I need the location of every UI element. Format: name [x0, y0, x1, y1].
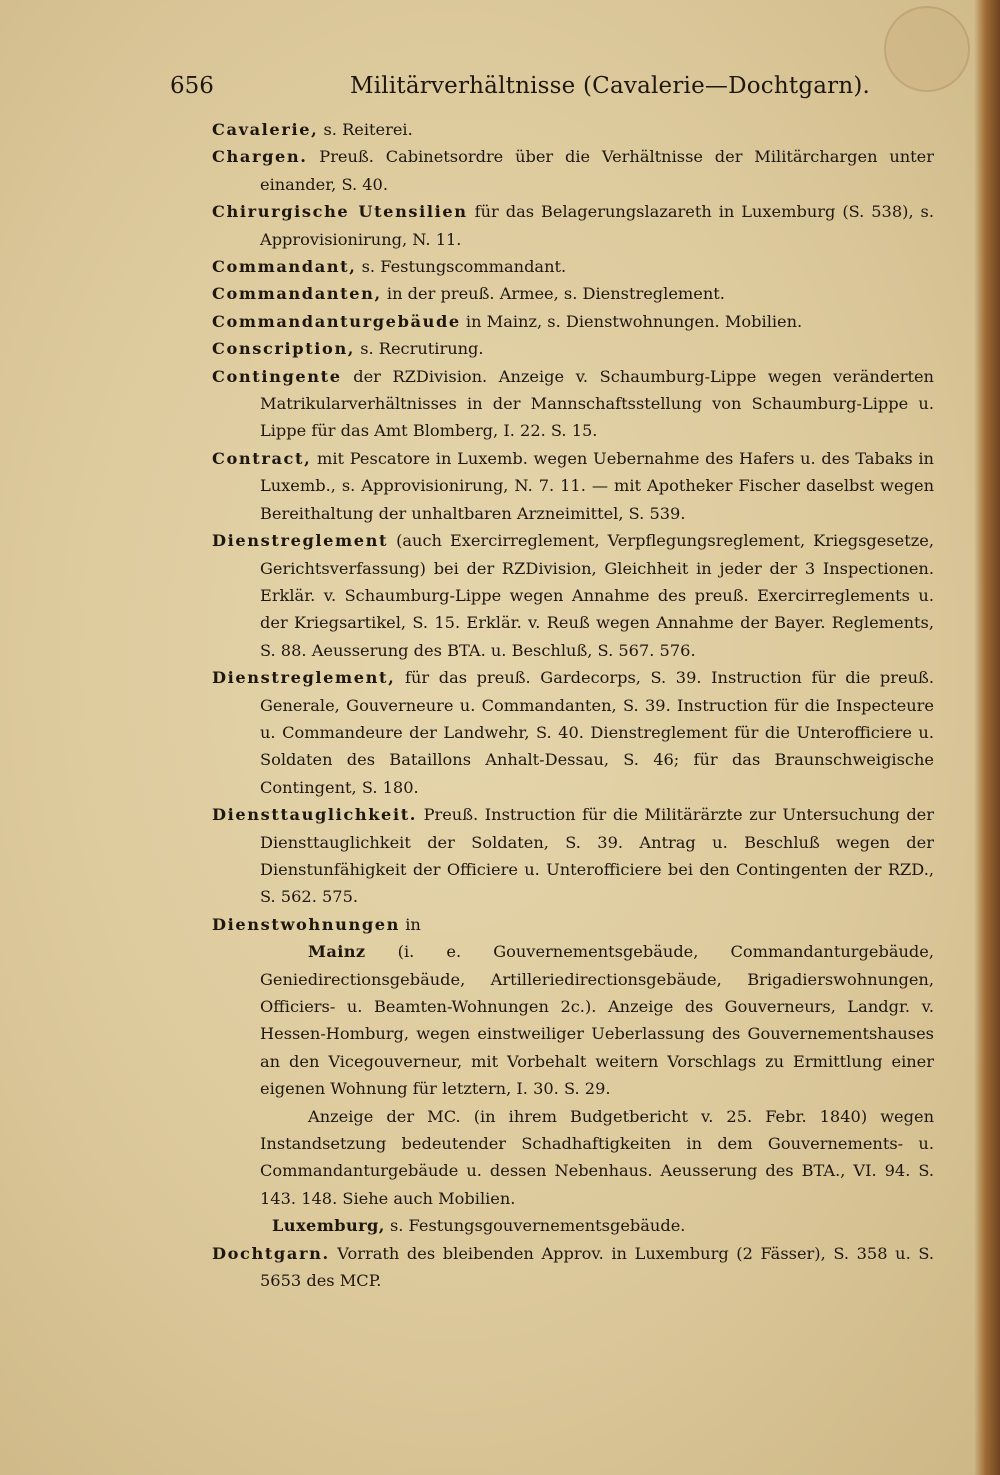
index-entry-dienstreglement-1	[212, 527, 934, 664]
book-spine-edge	[974, 0, 1000, 1475]
entry-text: (auch Exercirreglement, Verpflegungsreglement, Kriegsgesetze, Gerichtsverfassung) bei der RZDivision, Gleichheit in jeder der 3 Inspectionen. Erklär. v. Schaumburg-Lippe wegen Annahme des preuß. Exercirreglements u. der Kriegsartikel, S. 15. Erklär. v. Reuß wegen Annahme der Bayer. Reglements, S. 88. Aeusserung des BTA. u. Beschluß, S. 567. 576.	[260, 531, 934, 660]
entry-text: in der preuß. Armee, s. Dienstreglement.	[381, 284, 725, 304]
entry-text: s. Recrutirung.	[355, 339, 484, 359]
entry-term: Diensttauglichkeit.	[212, 805, 418, 825]
entry-term: Conscription,	[212, 339, 356, 359]
index-subentry-mainz	[212, 938, 934, 1102]
entry-text: Anzeige der MC. (in ihrem Budgetbericht v. 25. Febr. 1840) wegen Instandsetzung bedeutender Schadhaftigkeiten in dem Gouvernements- u. Commandanturgebäude u. dessen Nebenhaus. Aeusserung des BTA., VI. 94. S. 143. 148. Siehe auch Mobilien.	[260, 1106, 934, 1208]
entry-text: für das Belagerungslazareth in Luxemburg (S. 538), s. Approvisionirung, N. 11.	[260, 202, 934, 249]
index-entry-dienstreglement-2	[212, 664, 934, 801]
entry-term: Commandant,	[212, 257, 357, 277]
page-number: 656	[170, 73, 214, 99]
index-subentry-luxemburg	[212, 1212, 934, 1239]
entry-text: mit Pescatore in Luxemb. wegen Uebernahme des Hafers u. des Tabaks in Luxemb., s. Approvisionirung, N. 7. 11. — mit Apotheker Fischer daselbst wegen Bereithaltung der unhaltbaren Arzneimittel, S. 539.	[260, 448, 934, 523]
index-entry-dochtgarn	[212, 1240, 934, 1295]
entry-text: in Mainz, s. Dienstwohnungen. Mobilien.	[460, 311, 803, 331]
entry-term: Chargen.	[212, 147, 308, 167]
library-stamp-mark	[884, 6, 970, 92]
index-entry-commandant	[212, 253, 934, 280]
index-entry-diensttauglichkeit	[212, 801, 934, 911]
entry-term: Dochtgarn.	[212, 1243, 330, 1263]
entry-text: in	[400, 914, 421, 934]
index-entry-contract	[212, 445, 934, 527]
entry-term: Dienstwohnungen	[212, 914, 401, 934]
index-entry-chirurgische-utensilien	[212, 198, 934, 253]
entry-text: Preuß. Instruction für die Militärärzte zur Untersuchung der Diensttauglichkeit der Soldaten, S. 39. Antrag u. Beschluß wegen der Dienstunfähigkeit der Officiere u. Unterofficiere bei den Contingenten der RZD., S. 562. 575.	[260, 805, 934, 907]
index-entry-cavalerie	[212, 116, 934, 143]
entry-term: Mainz	[308, 942, 366, 962]
entry-text: für das preuß. Gardecorps, S. 39. Instruction für die preuß. Generale, Gouverneure u. Commandanten, S. 39. Instruction für die Inspecteure u. Commandeure der Landwehr, S. 40. Dienstreglement für die Unterofficiere u. Soldaten des Bataillons Anhalt-Dessau, S. 46; für das Braunschweigische Contingent, S. 180.	[260, 668, 934, 797]
entry-text: der RZDivision. Anzeige v. Schaumburg-Lippe wegen veränderten Matrikularverhältnisses in der Mannschaftsstellung von Schaumburg-Lippe u. Lippe für das Amt Blomberg, I. 22. S. 15.	[260, 366, 934, 441]
entry-term: Dienstreglement	[212, 531, 389, 551]
entry-term: Chirurgische Utensilien	[212, 202, 468, 222]
entry-term: Dienstreglement,	[212, 668, 396, 688]
index-entry-contingente	[212, 363, 934, 445]
entry-term: Contingente	[212, 366, 342, 386]
page-header	[170, 73, 871, 107]
index-content	[212, 116, 934, 1294]
entry-text: (i. e. Gouvernementsgebäude, Commandanturgebäude, Geniedirectionsgebäude, Artilleriedirectionsgebäude, Brigadierswohnungen, Officiers- u. Beamten-Wohnungen 2c.). Anzeige des Gouverneurs, Landgr. v. Hessen-Homburg, wegen einstweiliger Ueberlassung des Gouvernementshauses an den Vicegouverneur, mit Vorbehalt weitern Vorschlags zu Ermittlung einer eigenen Wohnung für letztern, I. 30. S. 29.	[260, 942, 934, 1099]
entry-term: Luxemburg,	[272, 1216, 385, 1236]
entry-term: Cavalerie,	[212, 120, 319, 139]
entry-text: s. Festungsgouvernementsgebäude.	[384, 1216, 686, 1236]
index-entry-commandanten	[212, 280, 934, 307]
index-entry-conscription	[212, 335, 934, 362]
running-head: Militärverhältnisse (Cavalerie—Dochtgarn).	[350, 73, 871, 99]
entry-text: s. Reiterei.	[318, 120, 413, 139]
entry-term: Contract,	[212, 448, 312, 468]
index-entry-commandanturgebaeude	[212, 308, 934, 335]
entry-text: Preuß. Cabinetsordre über die Verhältnisse der Militärchargen unter einander, S. 40.	[260, 147, 934, 194]
index-subentry-mainz-anzeige	[212, 1103, 934, 1213]
index-entry-dienstwohnungen	[212, 911, 934, 938]
index-entry-chargen	[212, 143, 934, 198]
entry-text: s. Festungscommandant.	[356, 257, 567, 277]
entry-term: Commandanten,	[212, 284, 382, 304]
entry-term: Commandanturgebäude	[212, 311, 461, 331]
entry-text: Vorrath des bleibenden Approv. in Luxemburg (2 Fässer), S. 358 u. S. 5653 des MCP.	[260, 1243, 934, 1291]
